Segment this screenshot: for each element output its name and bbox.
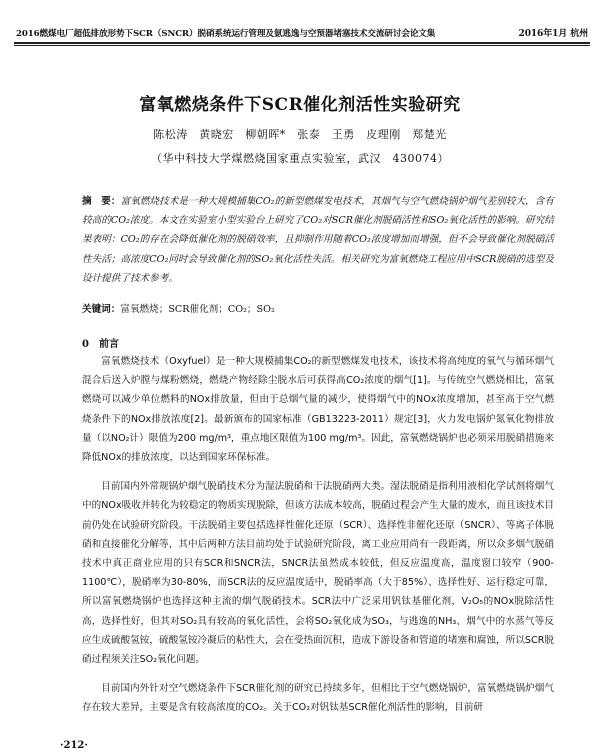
conference-name: 2016燃煤电厂超低排放形势下SCR（SNCR）脱硝系统运行管理及氨逃逸与空预器堵塞技术交流研讨会论文集 (16, 29, 436, 39)
page-number: ·212· (60, 740, 88, 751)
header-rule (14, 42, 590, 46)
running-header (16, 26, 588, 39)
paper-title: 富氧燃烧条件下SCR催化剂活性实验研究 (139, 95, 461, 115)
conference-date: 2016年1月 杭州 (518, 29, 588, 39)
paragraph: 富氧燃烧技术（Oxyfuel）是一种大规模捕集CO₂的新型燃煤发电技术，该技术将高纯度的氧气与循环烟气混合后送入炉膛与煤粉燃烧，燃烧产物经除尘脱水后可获得高CO₂浓度的烟气[1]。与传统空气燃烧相比，富氧燃烧可以减少单位燃料的NOx排放量，但由于总烟气量的减少，使得烟气中的NOx浓度增加，甚至高于空气燃烧条件下的NOx排放浓度[2]。最新颁布的国家标准（GB13223-2011）规定[3]，火力发电锅炉氮氧化物排放量（以NO₂计）限值为200 mg/m³，重点地区限值为100 mg/m³。因此，富氧燃烧锅炉也必须采用脱硝措施来降低NOx的排放浓度，以达到国家环保标准。 (82, 356, 554, 464)
affiliation: （华中科技大学煤燃烧国家重点实验室，武汉 430074） (151, 152, 449, 165)
abstract-text: 富氧燃烧技术是一种大规模捕集CO₂的新型燃煤发电技术，其烟气与空气燃烧锅炉烟气差别较大，含有较高的CO₂浓度。本文在实验室小型实验台上研究了CO₂对SCR催化剂脱硝活性和SO₂氧化活性的影响。研究结果表明：CO₂的存在会降低催化剂的脱硝效率，且抑制作用随着CO₂浓度增加而增强，但不会导致催化剂脱硝活性失活；高浓度CO₂同时会导致催化剂的SO₂氧化活性失活。相关研究为富氧燃烧工程应用中SCR脱硝的选型及设计提供了技术参考。 (82, 196, 555, 284)
paragraph: 目前国内外针对空气燃烧条件下SCR催化剂的研究已持续多年，但相比于空气燃烧锅炉，富氧燃烧锅炉烟气存在较大差异，主要是含有较高浓度的CO₂。关于CO₂对钒钛基SCR催化剂活性的影响，目前研 (82, 683, 554, 714)
paragraph: 目前国内外常规锅炉烟气脱硝技术分为湿法脱硝和干法脱硝两大类。湿法脱硝是指利用液相化学试剂将烟气中的NOx吸收并转化为较稳定的物质实现脱除，但该方法成本较高，脱硝过程会产生大量的废水，而且该技术目前仍处在试验研究阶段。干法脱硝主要包括选择性催化还原（SCR）、选择性非催化还原（SNCR）、等离子体脱硝和直接催化分解等，其中后两种方法目前均处于试验研究阶段，离工业应用尚有一段距离，所以众多烟气脱硝技术中真正商业应用的只有SCR和SNCR法，SNCR法虽然成本较低，但反应温度高，温度窗口较窄（900-1100℃），脱硝率为30-80%，而SCR法的反应温度适中，脱硝率高（大于85%）、选择性好、运行稳定可靠，所以富氧燃烧锅炉也选择这种主流的烟气脱硝技术。SCR法中广泛采用钒钛基催化剂，V₂O₅的NOx脱除活性高，选择性好，但其对SO₂具有较高的氧化活性，会将SO₂氧化成为SO₃，与逃逸的NH₃、烟气中的水蒸气等反应生成硫酸氢铵，硫酸氢铵冷凝后的粘性大，会在受热面沉积，造成下游设备和管道的堵塞和腐蚀，所以SCR脱硝过程须关注SO₂氧化问题。 (82, 481, 554, 666)
body-text (82, 352, 554, 718)
keywords-text: 富氧燃烧；SCR催化剂；CO₂；SO₂ (120, 304, 275, 315)
keywords-label: 关键词： (82, 304, 121, 315)
keywords (82, 300, 554, 319)
author-list: 陈松涛 黄晓宏 柳朝晖* 张泰 王勇 皮理刚 郑楚光 (153, 128, 447, 141)
abstract-label: 摘 要： (82, 196, 121, 207)
abstract (82, 192, 554, 288)
section-heading: 0 前言 (82, 339, 119, 350)
